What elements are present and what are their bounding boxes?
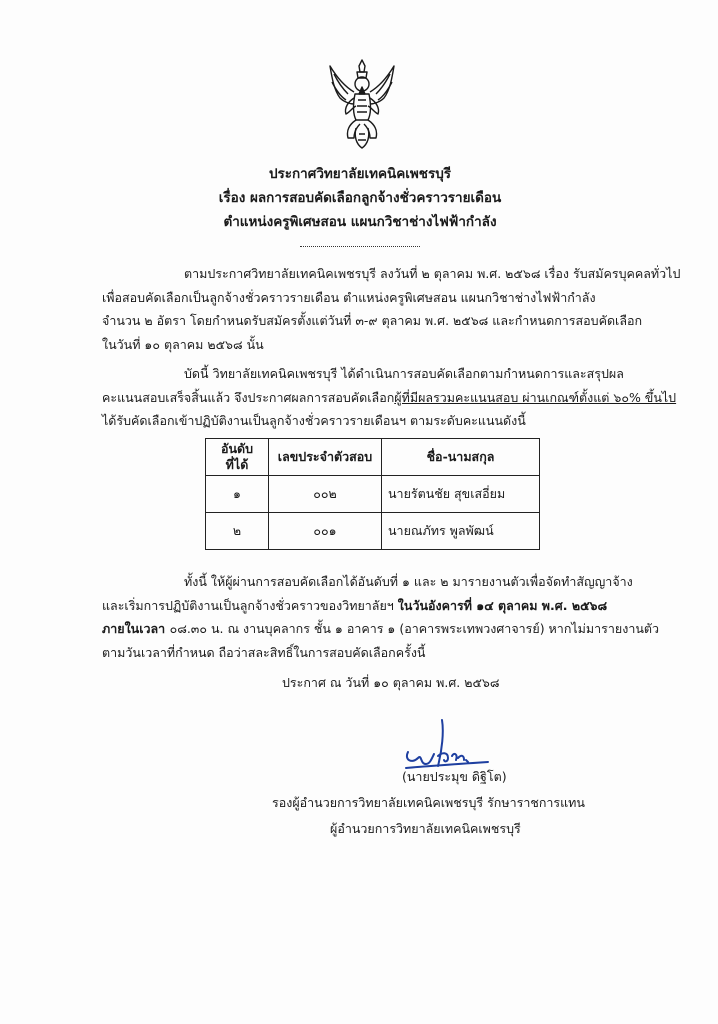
header-exam-no: เลขประจำตัวสอบ [269,439,382,476]
paragraph-3-line-2 [102,594,614,618]
row-rank: ๑ [206,476,269,513]
table-header-row [206,439,540,476]
paragraph-2 [102,362,677,433]
announcement-date: ประกาศ ณ วันที่ ๑๐ ตุลาคม พ.ศ. ๒๕๖๘ [282,675,500,690]
report-time-bold: ภายในเวลา [102,621,170,636]
row-exam-no: ๐๐๒ [269,476,382,513]
row-name: นายณภัทร พูลพัฒน์ [382,513,540,550]
paragraph-3-line-4: ตามวันเวลาที่กำหนด ถือว่าสละสิทธิ์ในการสอบคัดเลือกครั้งนี้ [102,644,426,660]
paragraph-1-line-1: ตามประกาศวิทยาลัยเทคนิคเพชรบุรี ลงวันที่ ๒ ตุลาคม พ.ศ. ๒๕๖๘ เรื่อง รับสมัครบุคคลทั่วไป [184,266,681,281]
paragraph-1-line-3: จำนวน ๒ อัตรา โดยกำหนดรับสมัครตั้งแต่วันที่ ๓-๙ ตุลาคม พ.ศ. ๒๕๖๘ และกำหนดการสอบคัดเลือก [102,313,643,328]
report-date-bold: ในวันอังคารที่ ๑๔ ตุลาคม พ.ศ. ๒๕๖๘ [397,597,608,613]
garuda-emblem-icon [326,58,398,150]
results-table [205,438,540,550]
header-rank [206,439,269,476]
passing-criteria-underlined: ผู้ที่มีผลรวมคะแนนสอบ ผ่านเกณฑ์ตั้งแต่ ๖๐% ขึ้นไป [394,389,677,405]
paragraph-1-line-2: เพื่อสอบคัดเลือกเป็นลูกจ้างชั่วคราวรายเดือน ตำแหน่งครูพิเศษสอน แผนกวิชาช่างไฟฟ้ากำลัง [102,289,596,305]
table-row [206,476,540,513]
signatory-position-1: รองผู้อำนวยการวิทยาลัยเทคนิคเพชรบุรี รักษาราชการแทน [272,795,585,810]
header-rank-line-1: อันดับ [220,441,254,456]
paragraph-1 [102,262,681,356]
signatory-position-2: ผู้อำนวยการวิทยาลัยเทคนิคเพชรบุรี [330,821,521,836]
paragraph-1-line-4: ในวันที่ ๑๐ ตุลาคม ๒๕๖๘ นั้น [102,336,264,352]
header-name: ชื่อ-นามสกุล [382,439,540,476]
paragraph-3-line-1: ทั้งนี้ ให้ผู้ผ่านการสอบคัดเลือกได้อันดับที่ ๑ และ ๒ มารายงานตัวเพื่อจัดทำสัญญาจ้าง [184,574,633,589]
paragraph-2-line-2-text: คะแนนสอบเสร็จสิ้นแล้ว จึงประกาศผลการสอบคัดเลือก [102,389,395,405]
paragraph-3-line-2-text: และเริ่มการปฏิบัติงานเป็นลูกจ้างชั่วคราวของวิทยาลัยฯ [102,597,398,613]
paragraph-2-line-1: บัดนี้ วิทยาลัยเทคนิคเพชรบุรี ได้ดำเนินการสอบคัดเลือกตามกำหนดการและสรุปผล [184,366,624,381]
title-divider [300,246,420,247]
title-line-2: เรื่อง ผลการสอบคัดเลือกลูกจ้างชั่วคราวรายเดือน [218,190,502,206]
paragraph-3 [102,570,660,664]
announcement-title [180,162,540,234]
row-exam-no: ๐๐๑ [269,513,382,550]
header-rank-line-2: ที่ได้ [225,457,249,472]
row-name: นายรัตนชัย สุขเสอี่ยม [382,476,540,513]
paragraph-2-line-2 [102,386,677,410]
signatory-block [272,764,612,842]
paragraph-2-line-3: ได้รับคัดเลือกเข้าปฏิบัติงานเป็นลูกจ้างชั่วคราวรายเดือนฯ ตามระดับคะแนนดังนี้ [102,413,526,428]
signatory-name: (นายประมุข ดิฐิโต) [402,769,507,784]
paragraph-3-line-3 [102,617,660,641]
paragraph-3-line-3-text: ๐๘.๓๐ น. ณ งานบุคลากร ชั้น ๑ อาคาร ๑ (อาคารพระเทพวงศาจารย์) หากไม่มารายงานตัว [169,621,660,636]
row-rank: ๒ [206,513,269,550]
title-line-1: ประกาศวิทยาลัยเทคนิคเพชรบุรี [268,166,452,182]
table-row [206,513,540,550]
title-line-3: ตำแหน่งครูพิเศษสอน แผนกวิชาช่างไฟฟ้ากำลัง [223,214,497,230]
